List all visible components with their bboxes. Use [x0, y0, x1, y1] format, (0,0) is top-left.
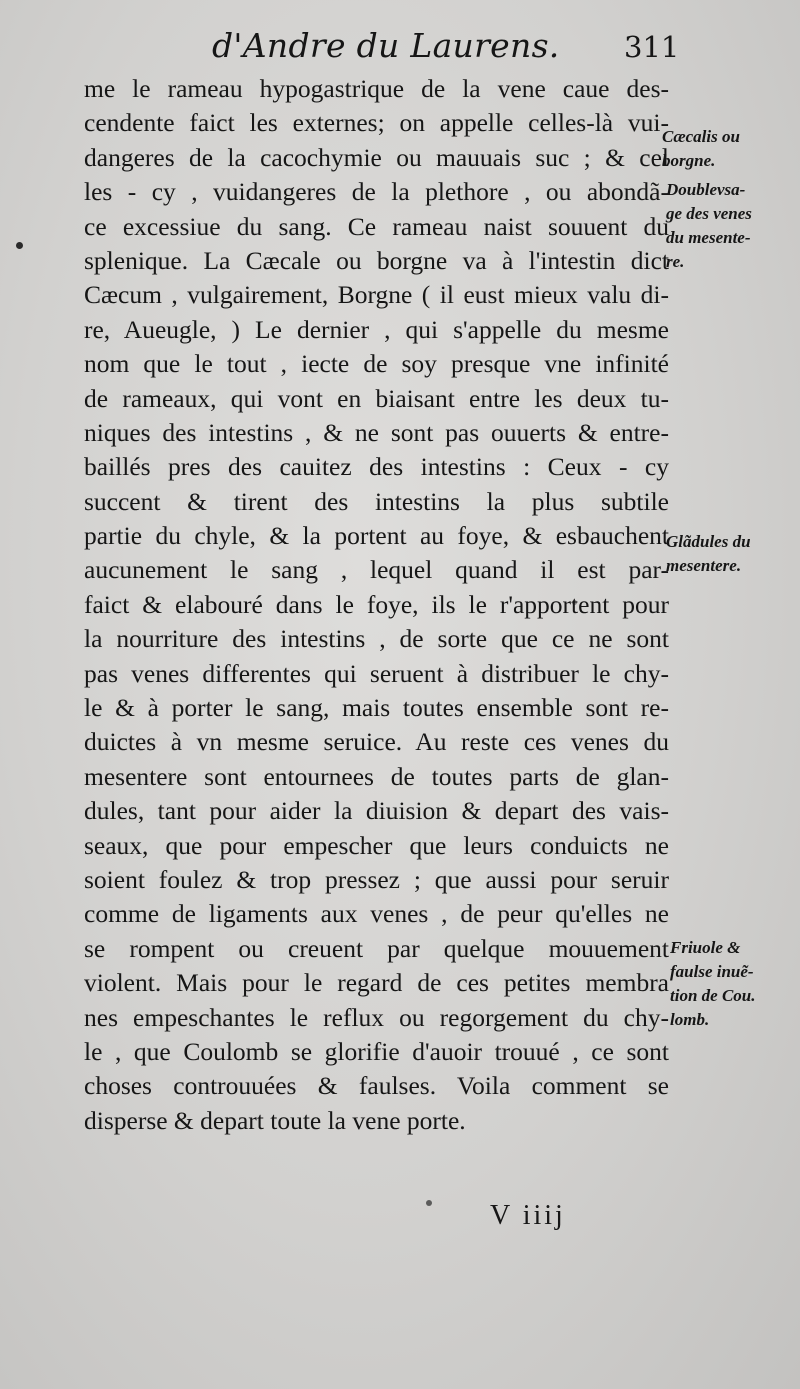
margin-note-line: lomb.	[670, 1010, 710, 1029]
text-line: dangeres de la cacochymie ou mauuais suc ; & cel	[84, 142, 669, 172]
text-line: partie du chyle, & la portent au foye, & esbauchent	[84, 521, 669, 551]
margin-note-line: Glãdules du	[666, 532, 751, 551]
margin-note-line: Doublevsa-	[666, 180, 746, 199]
text-line: comme de ligaments aux venes , de peur qu'elles ne	[84, 899, 669, 929]
margin-note-line: du mesente-	[666, 228, 751, 247]
text-line: niques des intestins , & ne sont pas ouuerts & entre-	[84, 417, 669, 447]
text-line: mesentere sont entournees de toutes parts de glan-	[84, 761, 669, 791]
page-number: 311	[624, 30, 680, 64]
text-line: choses controuuées & faulses. Voila comment se	[84, 1071, 669, 1101]
margin-note-coulomb	[670, 936, 756, 1032]
text-line: dules, tant pour aider la diuision & depart des vais-	[84, 796, 669, 826]
margin-note-line: re.	[666, 252, 685, 271]
text-line: me le rameau hypogastrique de la vene caue des-	[84, 74, 669, 103]
text-line: ce excessiue du sang. Ce rameau naist souuent du	[84, 211, 669, 241]
margin-note-glandules	[666, 530, 751, 578]
text-line: nes empeschantes le reflux ou regorgement du chy-	[84, 1002, 669, 1032]
text-line: la nourriture des intestins , de sorte que ce ne sont	[84, 624, 669, 654]
text-line: le & à porter le sang, mais toutes ensemble sont re-	[84, 693, 669, 723]
margin-note-line: ge des venes	[666, 204, 752, 223]
text-line: seaux, que pour empescher que leurs conduicts ne	[84, 830, 669, 860]
text-line: Cæcum , vulgairement, Borgne ( il eust mieux valu di-	[84, 280, 669, 310]
text-line: succent & tirent des intestins la plus subtile	[84, 486, 669, 516]
text-line: le , que Coulomb se glorifie d'auoir trouué , ce sont	[84, 1036, 669, 1066]
signature-mark: V iiij	[490, 1200, 566, 1231]
text-line: cendente faict les externes; on appelle celles-là vui-	[84, 108, 669, 138]
ink-speck	[426, 1200, 432, 1206]
margin-note-line: tion de Cou.	[670, 986, 756, 1005]
text-line: pas venes differentes qui seruent à distribuer le chy-	[84, 658, 669, 688]
text-line: faict & elabouré dans le foye, ils le r'apportent pour	[84, 589, 669, 619]
text-line: baillés pres des cauitez des intestins : Ceux - cy	[84, 452, 669, 482]
text-line: disperse & depart toute la vene porte.	[84, 1105, 466, 1135]
text-line: violent. Mais pour le regard de ces petites membra	[84, 968, 669, 998]
text-line: aucunement le sang , lequel quand il est par-	[84, 555, 669, 585]
margin-notes	[662, 0, 800, 1389]
margin-note-line: Friuole &	[670, 938, 741, 957]
running-title: d'Andre du Laurens.	[212, 26, 560, 65]
margin-note-line: faulse inuẽ-	[670, 962, 754, 981]
margin-note-line: Cæcalis ou	[662, 127, 740, 146]
text-line: de rameaux, qui vont en biaisant entre les deux tu-	[84, 383, 669, 413]
text-line: nom que le tout , iecte de soy presque vne infinité	[84, 349, 669, 379]
margin-note-line: borgne.	[662, 151, 716, 170]
text-line: duictes à vn mesme seruice. Au reste ces venes du	[84, 727, 669, 757]
text-line: splenique. La Cæcale ou borgne va à l'intestin dict	[84, 245, 669, 275]
ink-speck	[16, 242, 23, 249]
text-line: soient foulez & trop pressez ; que aussi pour seruir	[84, 864, 669, 894]
body-text	[84, 72, 669, 1138]
text-line: se rompent ou creuent par quelque mouuement	[84, 933, 669, 963]
text-line: les - cy , vuidangeres de la plethore , ou abondã-	[84, 177, 669, 207]
margin-note-double-usage	[666, 178, 752, 274]
text-line: re, Aueugle, ) Le dernier , qui s'appelle du mesme	[84, 314, 669, 344]
margin-note-line: mesentere.	[666, 556, 742, 575]
margin-note-caecalis	[662, 125, 740, 173]
